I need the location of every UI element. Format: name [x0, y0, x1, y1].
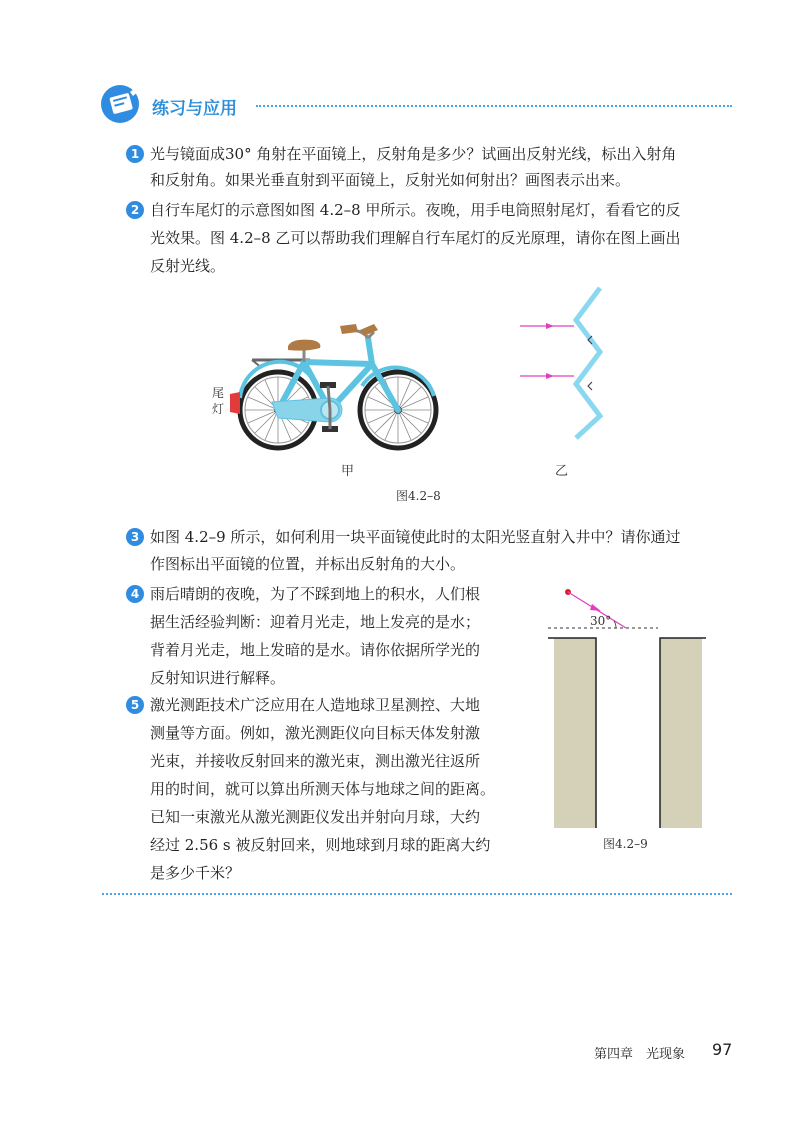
question-4-line-2: 据生活经验判断：迎着月光走，地上发亮的是水；: [150, 613, 481, 631]
taillight-label-2: 灯: [212, 402, 225, 416]
reflector-diagram: [518, 286, 608, 442]
page-number: 97: [712, 1040, 733, 1059]
figure-label-yi: 乙: [555, 464, 569, 479]
incident-ray: [520, 373, 574, 379]
question-number: 4: [126, 585, 144, 603]
question-2-line-1: 自行车尾灯的示意图如图 4.2–8 甲所示。夜晚，用手电筒照射尾灯，看看它的反: [150, 201, 681, 219]
question-number: 1: [126, 145, 144, 163]
question-5-line-1: 激光测距技术广泛应用在人造地球卫星测控、大地: [150, 696, 481, 714]
angle-label: 30°: [590, 614, 612, 628]
question-4-line-4: 反射知识进行解释。: [150, 669, 286, 687]
figure-label-jia: 甲: [341, 464, 355, 479]
header-divider: [256, 105, 732, 107]
question-4-line-1: 雨后晴朗的夜晚，为了不踩到地上的积水，人们根: [150, 585, 481, 603]
incident-ray: [520, 323, 574, 329]
question-5-line-7: 是多少千米？: [150, 864, 241, 882]
figure-caption-4-2-9: 图4.2–9: [603, 837, 648, 851]
question-5-line-5: 已知一束激光从激光测距仪发出并射向月球，大约: [150, 808, 481, 826]
section-title: 练习与应用: [152, 99, 237, 119]
question-number: 2: [126, 201, 144, 219]
question-1-line-2: 和反射角。如果光垂直射到平面镜上，反射光如何射出？画图表示出来。: [150, 171, 631, 189]
question-2-line-3: 反射光线。: [150, 257, 226, 275]
question-5-line-3: 光束，并接收反射回来的激光束，测出激光往返所: [150, 752, 481, 770]
question-2-line-2: 光效果。图 4.2–8 乙可以帮助我们理解自行车尾灯的反光原理，请你在图上画出: [150, 229, 681, 247]
question-3-line-1: 如图 4.2–9 所示，如何利用一块平面镜使此时的太阳光竖直射入井中？请你通过: [150, 528, 681, 546]
question-5-line-4: 用的时间，就可以算出所测天体与地球之间的距离。: [150, 780, 496, 798]
well-diagram: [546, 584, 708, 830]
chapter-title: 第四章 光现象: [594, 1047, 686, 1062]
question-5-line-6: 经过 2.56 s 被反射回来，则地球到月球的距离大约: [150, 836, 491, 854]
question-5-line-2: 测量等方面。例如，激光测距仪向目标天体发射激: [150, 724, 481, 742]
question-number: 5: [126, 696, 144, 714]
exercise-book-icon: [100, 82, 144, 126]
bottom-divider: [102, 893, 732, 895]
taillight-label-1: 尾: [212, 386, 225, 400]
figure-caption-4-2-8: 图4.2–8: [396, 489, 441, 503]
question-number: 3: [126, 528, 144, 546]
taillight-icon: [228, 392, 242, 414]
question-3-line-2: 作图标出平面镜的位置，并标出反射角的大小。: [150, 555, 466, 573]
question-4-line-3: 背着月光走，地上发暗的是水。请你依据所学光的: [150, 641, 481, 659]
question-1-line-1: 光与镜面成30° 角射在平面镜上，反射角是多少？试画出反射光线，标出入射角: [150, 145, 677, 163]
bicycle-illustration: [222, 318, 444, 458]
